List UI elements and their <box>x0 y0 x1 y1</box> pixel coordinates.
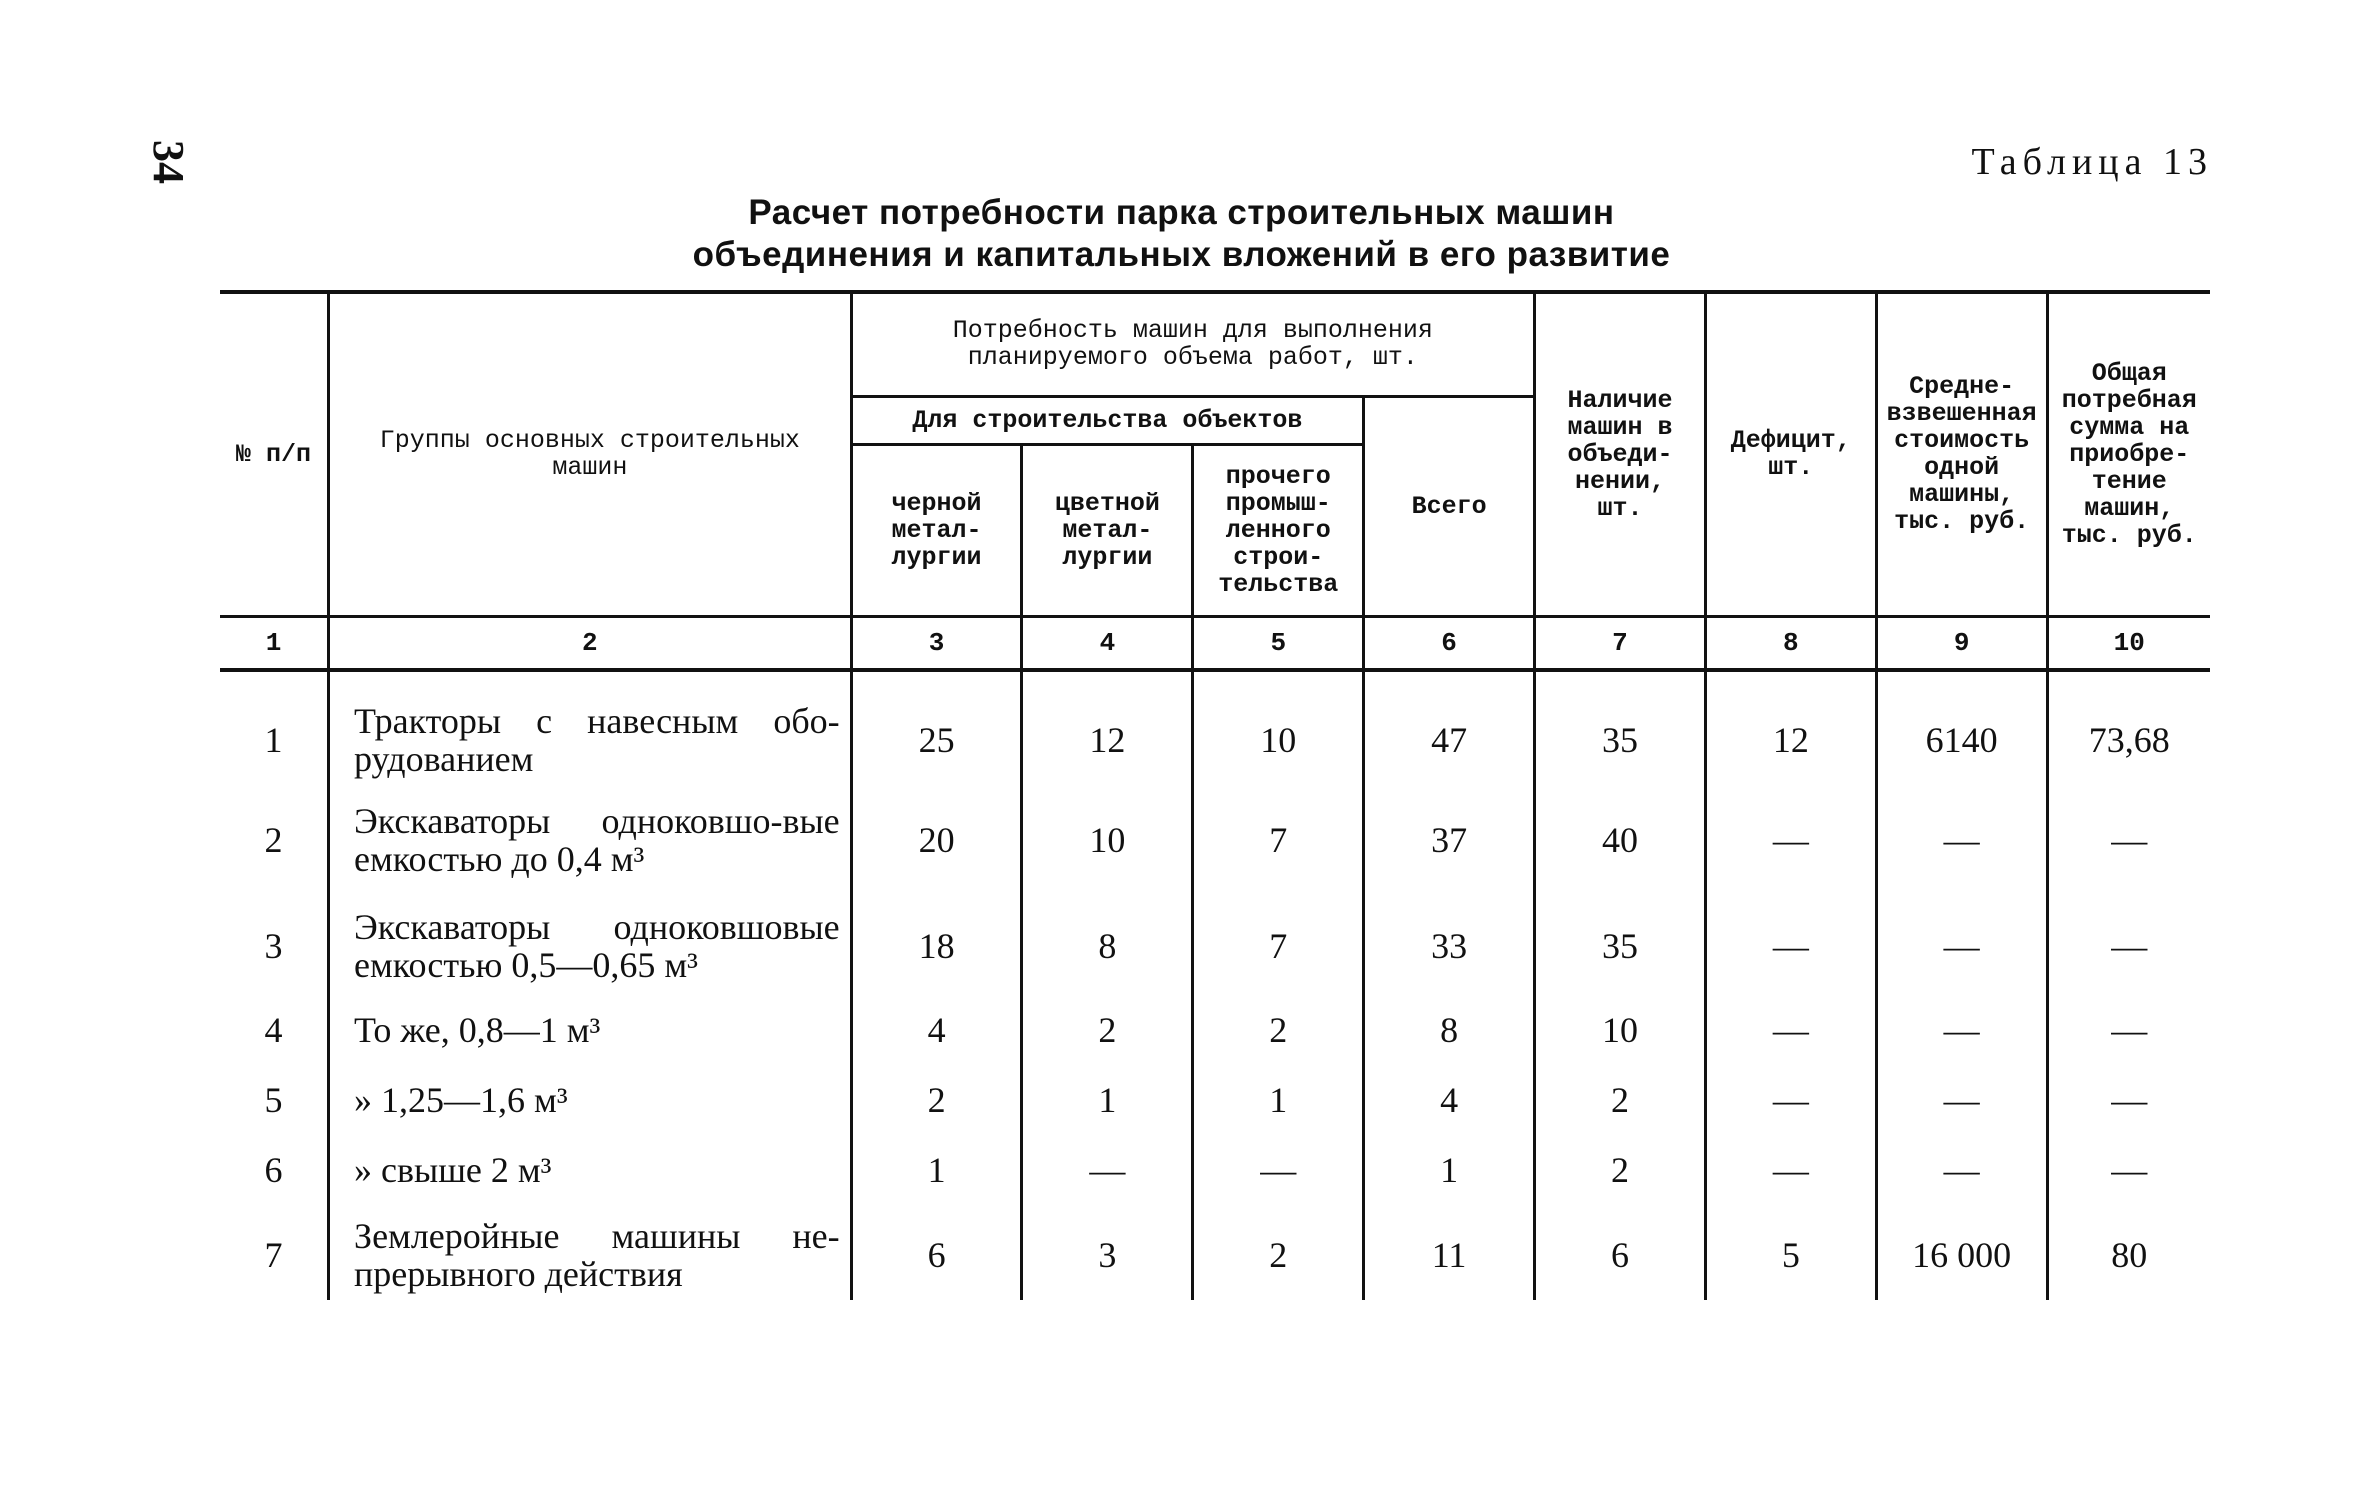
cell-c9: 6140 <box>1876 670 2047 778</box>
column-number: 7 <box>1535 616 1706 670</box>
column-number: 6 <box>1364 616 1535 670</box>
header-col-3: черной метал-лургии <box>851 444 1022 616</box>
table-row <box>220 670 2210 778</box>
machine-group-name: » свыше 2 м³ <box>329 1130 852 1200</box>
row-number: 3 <box>264 925 283 966</box>
header-col-10: Общая потребная сумма на приобре-тение машин, тыс. руб. <box>2047 292 2210 616</box>
table-row <box>220 778 2210 884</box>
cell-c8: — <box>1705 1130 1876 1200</box>
cell-c5: 2 <box>1193 1200 1364 1300</box>
cell-c7: 35 <box>1535 670 1706 778</box>
cell-c6: 8 <box>1364 990 1535 1060</box>
cell-c7: 35 <box>1535 884 1706 990</box>
title-line-2: объединения и капитальных вложений в его развитие <box>692 235 1671 274</box>
cell-c9: — <box>1876 884 2047 990</box>
table-row <box>220 1060 2210 1130</box>
cell-c3: 18 <box>851 884 1022 990</box>
cell-c10: 73,68 <box>2047 670 2210 778</box>
cell-c7: 2 <box>1535 1060 1706 1130</box>
data-table <box>220 290 2210 1300</box>
cell-c5: 10 <box>1193 670 1364 778</box>
cell-c6: 1 <box>1364 1130 1535 1200</box>
row-number: 6 <box>264 1149 283 1190</box>
row-number: 7 <box>264 1234 283 1275</box>
cell-c10: — <box>2047 1060 2210 1130</box>
header-col-8: Дефицит, шт. <box>1705 292 1876 616</box>
cell-c4: 8 <box>1022 884 1193 990</box>
header-col-1: № п/п <box>236 439 312 469</box>
header-col-9: Средне-взвешенная стоимость одной машины, тыс. руб. <box>1876 292 2047 616</box>
table-row <box>220 884 2210 990</box>
machine-group-name: » 1,25—1,6 м³ <box>329 1060 852 1130</box>
cell-c10: — <box>2047 990 2210 1060</box>
cell-c8: 12 <box>1705 670 1876 778</box>
cell-c4: — <box>1022 1130 1193 1200</box>
table-row <box>220 1130 2210 1200</box>
cell-c5: 7 <box>1193 778 1364 884</box>
column-number: 10 <box>2047 616 2210 670</box>
cell-c4: 10 <box>1022 778 1193 884</box>
header-col-2: Группы основных строительных машин <box>329 292 852 616</box>
cell-c7: 6 <box>1535 1200 1706 1300</box>
header-col-4: цветной метал-лургии <box>1022 444 1193 616</box>
cell-c5: 2 <box>1193 990 1364 1060</box>
row-number: 4 <box>264 1009 283 1050</box>
cell-c5: 7 <box>1193 884 1364 990</box>
cell-c6: 47 <box>1364 670 1535 778</box>
cell-c10: — <box>2047 884 2210 990</box>
cell-c10: 80 <box>2047 1200 2210 1300</box>
cell-c9: — <box>1876 1060 2047 1130</box>
column-number: 5 <box>1193 616 1364 670</box>
cell-c8: — <box>1705 990 1876 1060</box>
cell-c3: 25 <box>851 670 1022 778</box>
cell-c6: 33 <box>1364 884 1535 990</box>
column-number: 4 <box>1022 616 1193 670</box>
machine-group-name: Землеройные машины не-прерывного действия <box>329 1200 852 1300</box>
cell-c3: 1 <box>851 1130 1022 1200</box>
cell-c3: 20 <box>851 778 1022 884</box>
table-body <box>220 670 2210 1300</box>
table-row <box>220 990 2210 1060</box>
column-number-row <box>220 616 2210 670</box>
column-number: 1 <box>220 616 329 670</box>
cell-c6: 37 <box>1364 778 1535 884</box>
cell-c5: — <box>1193 1130 1364 1200</box>
cell-c6: 11 <box>1364 1200 1535 1300</box>
column-number: 8 <box>1705 616 1876 670</box>
cell-c7: 40 <box>1535 778 1706 884</box>
table-row <box>220 1200 2210 1300</box>
cell-c6: 4 <box>1364 1060 1535 1130</box>
cell-c4: 12 <box>1022 670 1193 778</box>
header-need-group: Потребность машин для выполнения планируемого объема работ, шт. <box>851 292 1534 396</box>
row-number: 5 <box>264 1079 283 1120</box>
cell-c4: 1 <box>1022 1060 1193 1130</box>
cell-c3: 4 <box>851 990 1022 1060</box>
cell-c10: — <box>2047 1130 2210 1200</box>
page-title <box>0 192 2363 276</box>
cell-c3: 6 <box>851 1200 1022 1300</box>
column-number: 3 <box>851 616 1022 670</box>
cell-c8: — <box>1705 778 1876 884</box>
cell-c5: 1 <box>1193 1060 1364 1130</box>
cell-c9: — <box>1876 1130 2047 1200</box>
header-col-5: прочего промыш-ленного строи-тельства <box>1193 444 1364 616</box>
cell-c7: 10 <box>1535 990 1706 1060</box>
cell-c8: — <box>1705 884 1876 990</box>
cell-c10: — <box>2047 778 2210 884</box>
header-build-group: Для строительства объектов <box>851 396 1364 444</box>
cell-c3: 2 <box>851 1060 1022 1130</box>
cell-c4: 3 <box>1022 1200 1193 1300</box>
page-number: 34 <box>144 140 193 184</box>
header-col-6: Всего <box>1364 396 1535 616</box>
column-number: 9 <box>1876 616 2047 670</box>
cell-c9: — <box>1876 778 2047 884</box>
cell-c4: 2 <box>1022 990 1193 1060</box>
cell-c8: — <box>1705 1060 1876 1130</box>
title-line-1: Расчет потребности парка строительных машин <box>748 193 1615 232</box>
column-number: 2 <box>329 616 852 670</box>
row-number: 2 <box>264 819 283 860</box>
cell-c7: 2 <box>1535 1130 1706 1200</box>
cell-c8: 5 <box>1705 1200 1876 1300</box>
cell-c9: 16 000 <box>1876 1200 2047 1300</box>
machine-group-name: Экскаваторы одноковшо-вые емкостью до 0,4 м³ <box>329 778 852 884</box>
machine-group-name: Тракторы с навесным обо-рудованием <box>329 670 852 778</box>
machine-group-name: Экскаваторы одноковшовые емкостью 0,5—0,65 м³ <box>329 884 852 990</box>
header-col-7: Наличие машин в объеди-нении, шт. <box>1535 292 1706 616</box>
machine-group-name: То же, 0,8—1 м³ <box>329 990 852 1060</box>
row-number: 1 <box>264 719 283 760</box>
table-label: Таблица 13 <box>1971 141 2213 183</box>
cell-c9: — <box>1876 990 2047 1060</box>
